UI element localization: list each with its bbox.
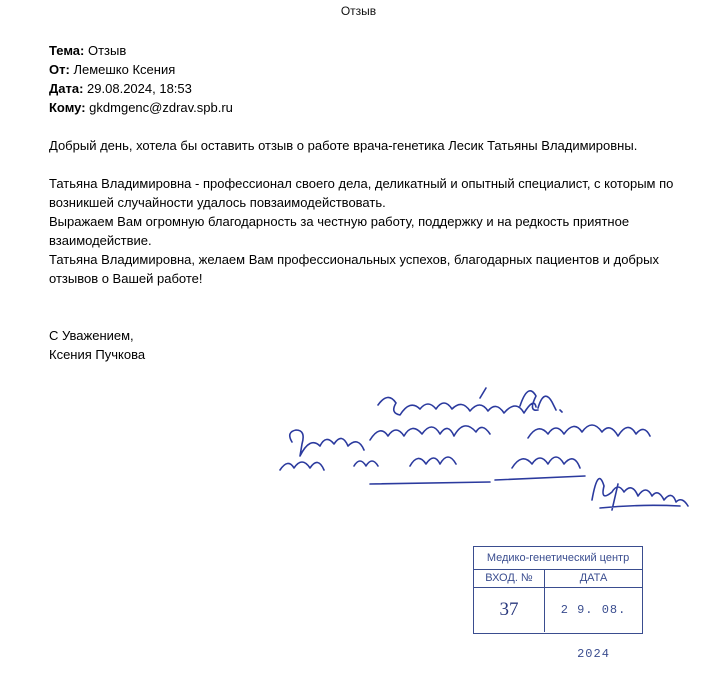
registration-stamp <box>473 546 643 661</box>
from-row <box>49 60 233 79</box>
stamp-date-value: 2 9. 08. 2024 <box>560 603 627 661</box>
date-row <box>49 79 233 98</box>
stamp-date-label: ДАТА <box>579 572 608 584</box>
signoff-greeting: С Уважением, <box>49 328 134 343</box>
page-title: Отзыв <box>340 4 377 18</box>
subject-row <box>49 41 233 60</box>
letter-body <box>49 136 689 288</box>
signature-stroke <box>592 479 688 510</box>
handwritten-resolution <box>270 380 700 530</box>
subject-value: Отзыв <box>87 43 127 58</box>
body-paragraph-4: Татьяна Владимировна, желаем Вам профессиональных успехов, благодарных пациентов и добрых отзывов о Вашей работе! <box>49 252 659 286</box>
date-label: Дата: <box>49 81 84 96</box>
body-paragraph-1: Добрый день, хотела бы оставить отзыв о работе врача-генетика Лесик Татьяны Владимировны. <box>49 138 638 153</box>
date-value: 29.08.2024, 18:53 <box>87 81 192 96</box>
handwriting-stroke-line3 <box>280 457 585 484</box>
body-paragraph-2: Татьяна Владимировна - профессионал своего дела, деликатный и опытный специалист, с которым по возникшей случайности удалось повзаимодействовать. <box>49 176 674 210</box>
stamp-header-row <box>474 570 642 588</box>
stamp-title: Медико-генетический центр <box>474 547 642 570</box>
email-header <box>49 41 233 117</box>
from-label: От: <box>49 62 70 77</box>
from-value: Лемешко Ксения <box>73 62 176 77</box>
to-label: Кому: <box>49 100 86 115</box>
handwriting-stroke-line2 <box>290 425 650 456</box>
stamp-in-label: ВХОД. № <box>474 570 545 587</box>
handwriting-stroke-line1 <box>378 388 562 415</box>
body-paragraph-3: Выражаем Вам огромную благодарность за честную работу, поддержку и на редкость приятное взаимодействие. <box>49 214 630 248</box>
to-row <box>49 98 233 117</box>
signoff <box>49 326 145 364</box>
signoff-name: Ксения Пучкова <box>49 347 146 362</box>
subject-label: Тема: <box>49 43 85 58</box>
stamp-in-number: 37 <box>474 588 545 632</box>
to-value: gkdmgenc@zdrav.spb.ru <box>89 100 233 115</box>
stamp-values-row <box>474 588 642 661</box>
